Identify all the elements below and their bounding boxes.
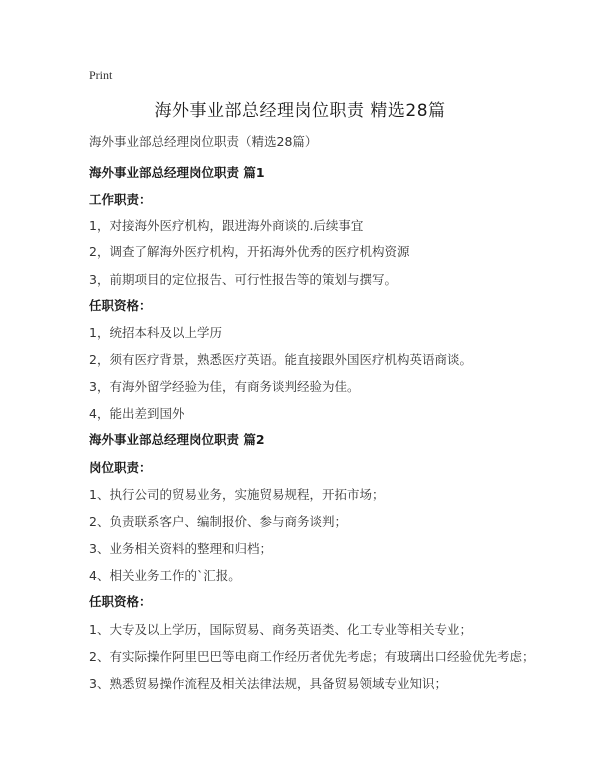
page-title: 海外事业部总经理岗位职责 精选28篇 bbox=[154, 101, 446, 121]
list-item: 1，统招本科及以上学历 bbox=[89, 325, 222, 340]
list-item: 2，调查了解海外医疗机构，开拓海外优秀的医疗机构资源 bbox=[89, 244, 410, 259]
list-item: 2，须有医疗背景，熟悉医疗英语。能直接跟外国医疗机构英语商谈。 bbox=[89, 352, 472, 367]
list-item: 1、执行公司的贸易业务，实施贸易规程，开拓市场； bbox=[89, 487, 385, 502]
group-label: 任职资格： bbox=[89, 594, 152, 609]
list-item: 1，对接海外医疗机构，跟进海外商谈的.后续事宜 bbox=[89, 218, 364, 233]
section-heading: 海外事业部总经理岗位职责 篇1 bbox=[89, 165, 265, 180]
list-item: 1、大专及以上学历，国际贸易、商务英语类、化工专业等相关专业； bbox=[89, 622, 472, 637]
group-label: 工作职责： bbox=[89, 192, 152, 207]
list-item: 2、负责联系客户、编制报价、参与商务谈判； bbox=[89, 514, 347, 529]
list-item: 3，前期项目的定位报告、可行性报告等的策划与撰写。 bbox=[89, 272, 397, 287]
list-item: 2、有实际操作阿里巴巴等电商工作经历者优先考虑；有玻璃出口经验优先考虑； bbox=[89, 649, 535, 664]
document-subtitle: 海外事业部总经理岗位职责（精选28篇） bbox=[89, 134, 318, 149]
section-heading: 海外事业部总经理岗位职责 篇2 bbox=[89, 432, 265, 447]
list-item: 4、相关业务工作的`汇报。 bbox=[89, 568, 241, 583]
list-item: 3、业务相关资料的整理和归档； bbox=[89, 541, 272, 556]
group-label: 岗位职责： bbox=[89, 460, 152, 475]
list-item: 3、熟悉贸易操作流程及相关法律法规，具备贸易领域专业知识； bbox=[89, 676, 447, 691]
list-item: 4，能出差到国外 bbox=[89, 406, 185, 421]
group-label: 任职资格： bbox=[89, 298, 152, 313]
list-item: 3，有海外留学经验为佳，有商务谈判经验为佳。 bbox=[89, 379, 360, 394]
print-link[interactable]: Print bbox=[89, 68, 113, 82]
